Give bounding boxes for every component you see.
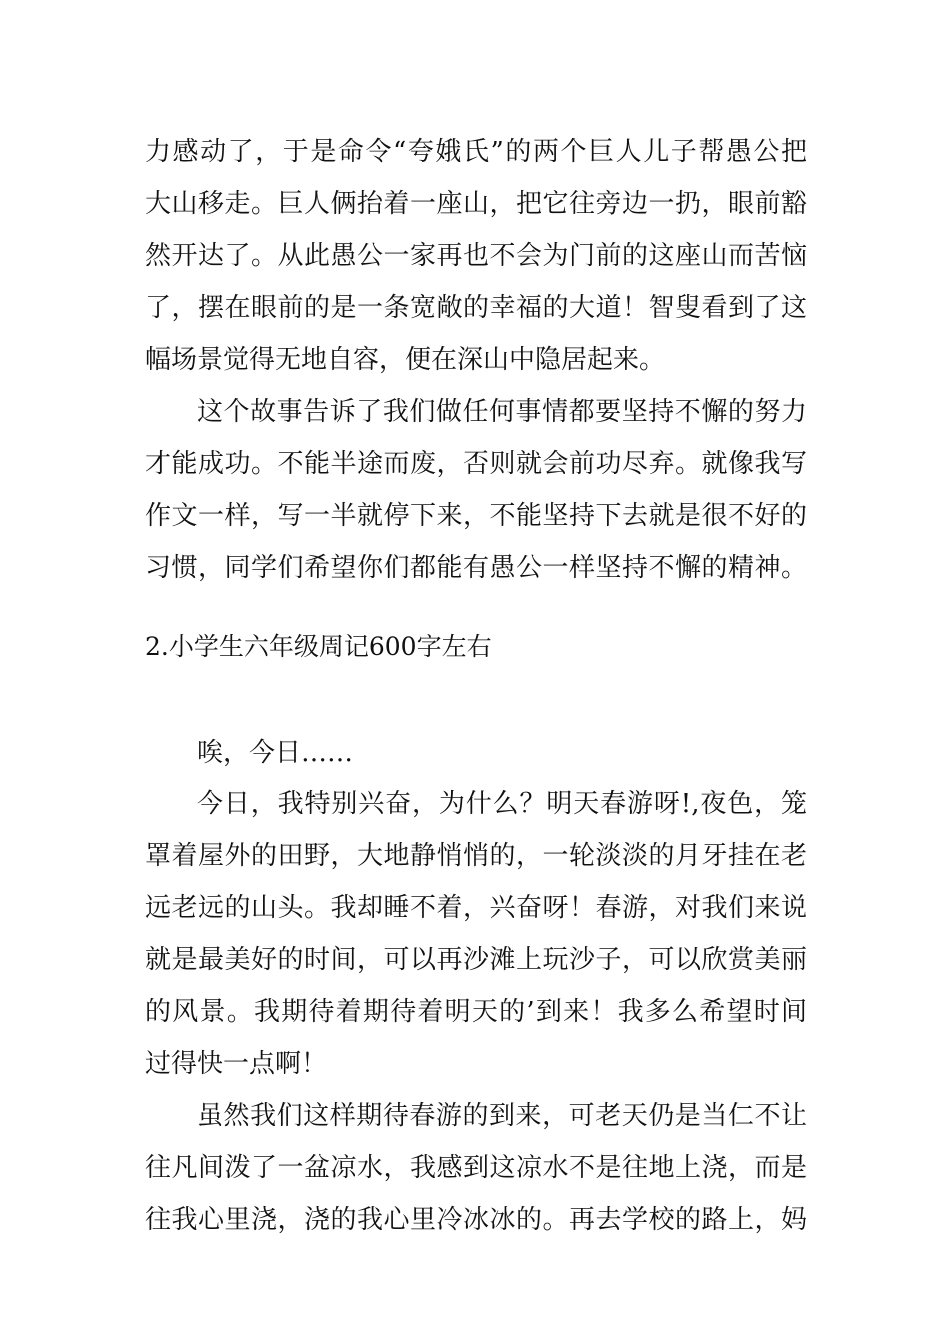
paragraph-5-line: 往我心里浇，浇的我心里冷冰冰的。再去学校的路上，妈 — [145, 1205, 807, 1235]
paragraph-1-line: 力感动了，于是命令“夸娥氏”的两个巨人儿子帮愚公把 — [145, 137, 807, 167]
paragraph-2-line: 这个故事告诉了我们做任何事情都要坚持不懈的努力 — [197, 397, 807, 427]
paragraph-5-line: 虽然我们这样期待春游的到来，可老天仍是当仁不让 — [197, 1101, 807, 1131]
paragraph-1-line: 幅场景觉得无地自容，便在深山中隐居起来。 — [145, 345, 666, 375]
paragraph-4-line: 罩着屋外的田野，大地静悄悄的，一轮淡淡的月牙挂在老 — [145, 841, 807, 871]
section-heading: 2.小学生六年级周记600字左右 — [145, 632, 492, 661]
paragraph-2-line: 习惯，同学们希望你们都能有愚公一样坚持不懈的精神。 — [145, 553, 807, 583]
paragraph-5-line: 往凡间泼了一盆凉水，我感到这凉水不是往地上浇，而是 — [145, 1153, 807, 1183]
paragraph-2-line: 作文一样，写一半就停下来，不能坚持下去就是很不好的 — [145, 501, 807, 531]
paragraph-4-line: 就是最美好的时间，可以再沙滩上玩沙子，可以欣赏美丽 — [145, 945, 807, 975]
paragraph-4-line: 远老远的山头。我却睡不着，兴奋呀！春游，对我们来说 — [145, 893, 807, 923]
paragraph-4-line: 今日，我特别兴奋，为什么？明天春游呀!,夜色，笼 — [197, 789, 807, 819]
paragraph-3-line: 唉，今日…… — [197, 738, 354, 768]
paragraph-1-line: 大山移走。巨人俩抬着一座山，把它往旁边一扔，眼前豁 — [145, 189, 807, 219]
paragraph-4-line: 的风景。我期待着期待着明天的’到来！我多么希望时间 — [145, 997, 807, 1027]
paragraph-1-line: 然开达了。从此愚公一家再也不会为门前的这座山而苦恼 — [145, 241, 807, 271]
paragraph-2-line: 才能成功。不能半途而废，否则就会前功尽弃。就像我写 — [145, 449, 807, 479]
paragraph-1-line: 了，摆在眼前的是一条宽敞的幸福的大道！智叟看到了这 — [145, 293, 807, 323]
paragraph-4-line: 过得快一点啊！ — [145, 1049, 328, 1079]
